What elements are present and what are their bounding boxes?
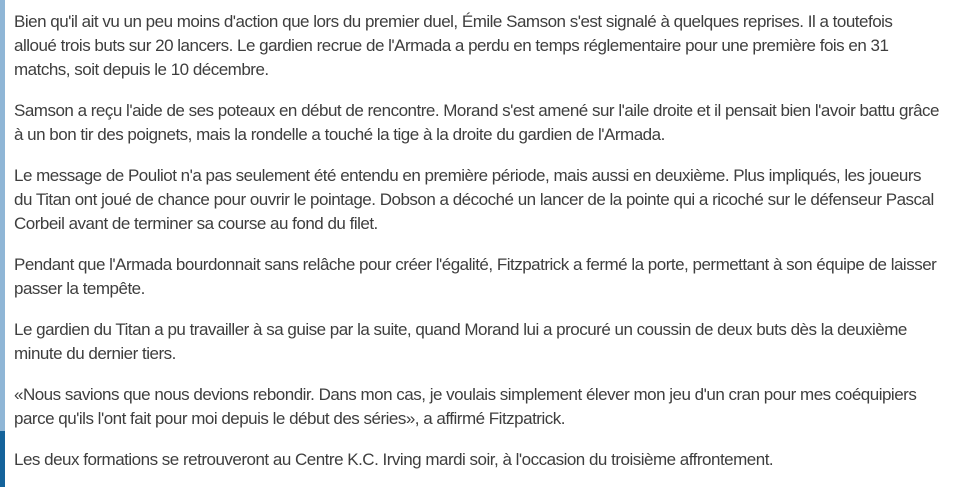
article-paragraph: «Nous savions que nous devions rebondir. Dans mon cas, je voulais simplement élever mon jeu d'un cran pour mes coéquipiers parce qu'ils l'ont fait pour moi depuis le début des séries», a affirmé Fitzpatrick. [14,385,917,428]
article-paragraph: Samson a reçu l'aide de ses poteaux en début de rencontre. Morand s'est amené sur l'aile droite et il pensait bien l'avoir battu grâce à un bon tir des poignets, mais la rondelle a touché la tige à la droite du gardien de l'Armada. [14,101,940,144]
article-paragraph: Le gardien du Titan a pu travailler à sa guise par la suite, quand Morand lui a procuré un coussin de deux buts dès la deuxième minute du dernier tiers. [14,320,907,363]
article-paragraph: Pendant que l'Armada bourdonnait sans relâche pour créer l'égalité, Fitzpatrick a fermé la porte, permettant à son équipe de laisser passer la tempête. [14,255,937,298]
article-body [5,0,953,489]
article-paragraph: Bien qu'il ait vu un peu moins d'action que lors du premier duel, Émile Samson s'est signalé à quelques reprises. Il a toutefois alloué trois buts sur 20 lancers. Le gardien recrue de l'Armada a perdu en temps réglementaire pour une première fois en 31 matchs, soit depuis le 10 décembre. [14,12,893,79]
article-paragraph: Les deux formations se retrouveront au Centre K.C. Irving mardi soir, à l'occasion du troisième affrontement. [14,450,774,469]
article-paragraph: Le message de Pouliot n'a pas seulement été entendu en première période, mais aussi en deuxième. Plus impliqués, les joueurs du Titan ont joué de chance pour ouvrir le pointage. Dobson a décoché un lancer de la pointe qui a ricoché sur le défenseur Pascal Corbeil avant de terminer sa course au fond du filet. [14,166,934,233]
